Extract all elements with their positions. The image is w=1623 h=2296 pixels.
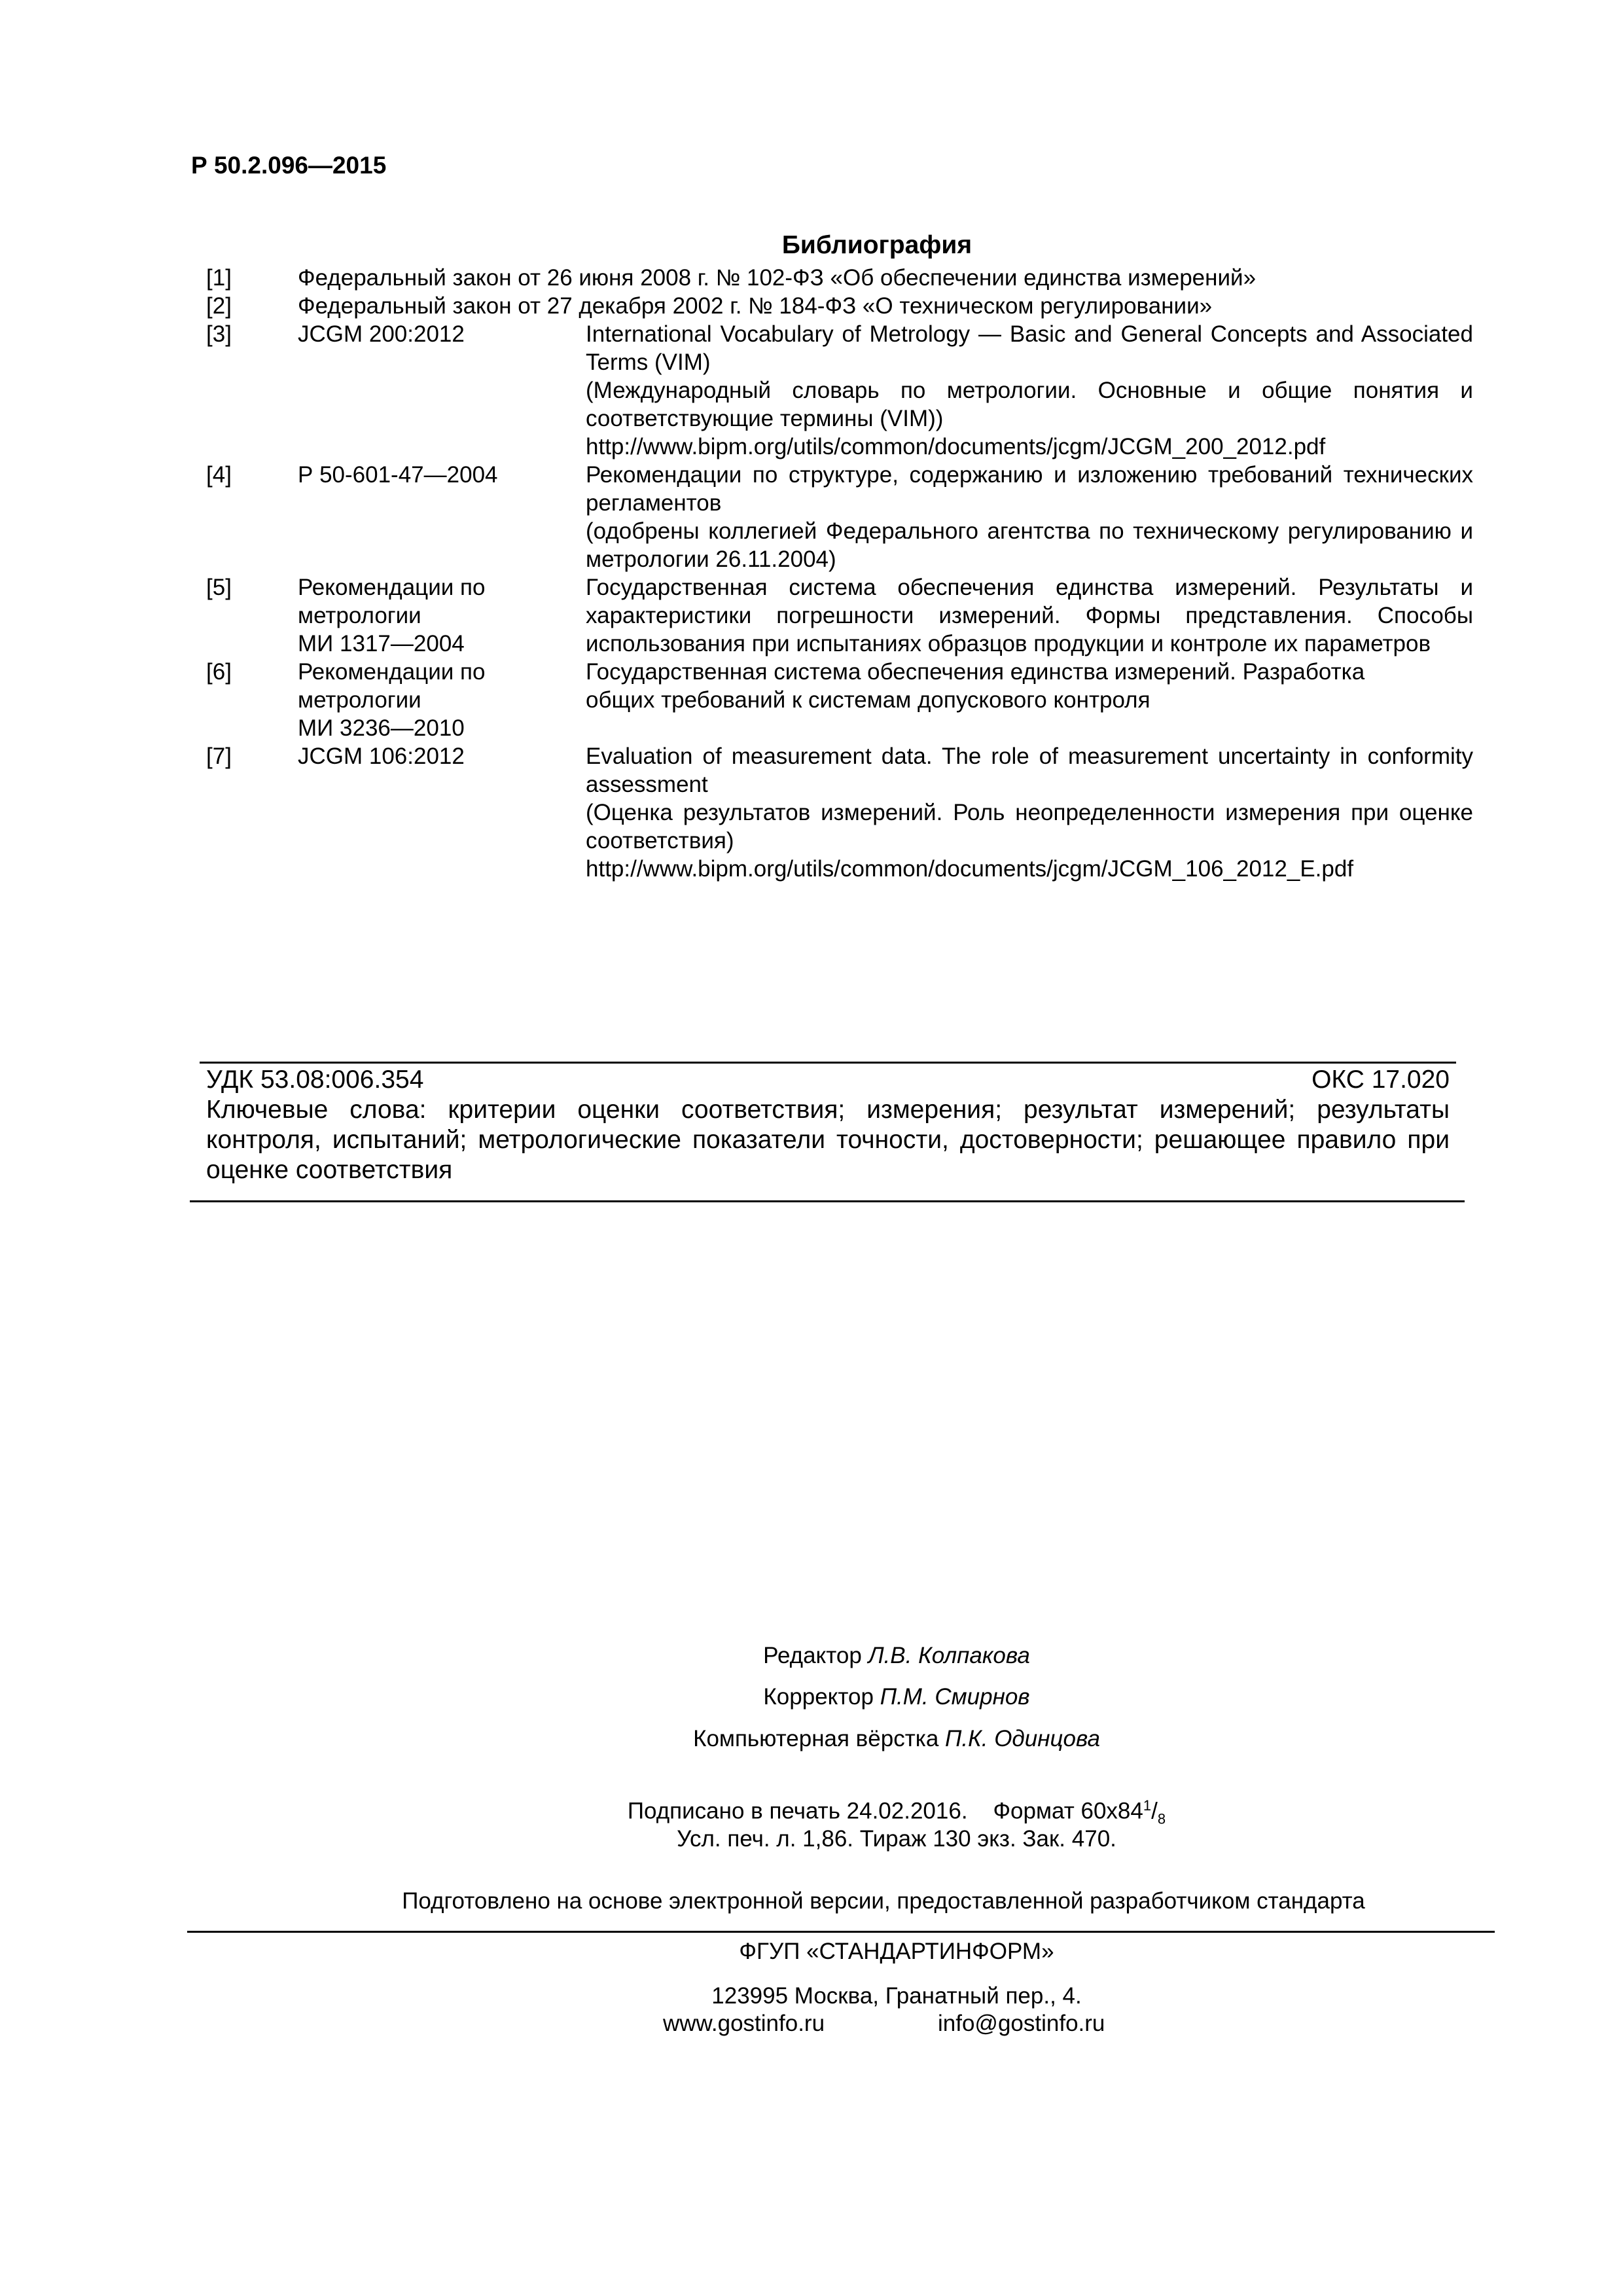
layout-name: П.К. Одинцова bbox=[945, 1726, 1100, 1751]
bibliography-entry bbox=[206, 742, 1473, 883]
entry-source-line: МИ 1317—2004 bbox=[298, 631, 465, 656]
udk-code: УДК 53.08:006.354 bbox=[206, 1066, 424, 1094]
bibliography-table bbox=[206, 264, 1473, 883]
bibliography-title: Библиография bbox=[781, 231, 972, 259]
entry-text: Федеральный закон от 27 декабря 2002 г. № 184-ФЗ «О техническом регулировании» bbox=[298, 293, 1213, 319]
entry-number: [7] bbox=[206, 744, 232, 769]
entry-source: JCGM 106:2012 bbox=[298, 744, 465, 769]
entry-source bbox=[298, 658, 586, 742]
editor-name: Л.В. Колпакова bbox=[868, 1643, 1030, 1668]
entry-description bbox=[586, 320, 1473, 461]
publisher: ФГУП «СТАНДАРТИНФОРМ» bbox=[739, 1939, 1054, 1964]
entry-description bbox=[586, 573, 1473, 658]
classification-codes bbox=[206, 1065, 1450, 1095]
entry-number: [6] bbox=[206, 659, 232, 685]
bibliography-entry bbox=[206, 658, 1473, 742]
entry-description bbox=[586, 658, 1473, 742]
bibliography-entry bbox=[206, 461, 1473, 573]
corrector-label: Корректор bbox=[763, 1684, 874, 1710]
entry-line: (Международный словарь по метрологии. Основные и общие понятия и соответствующие термины (VIM)) bbox=[586, 378, 1473, 431]
entry-source: JCGM 200:2012 bbox=[298, 321, 465, 347]
entry-line: (Оценка результатов измерений. Роль неопределенности измерения при оценке соответствия) bbox=[586, 800, 1473, 853]
entry-source-line: Рекомендации по bbox=[298, 575, 486, 600]
entry-source: Р 50-601-47—2004 bbox=[298, 462, 498, 488]
bibliography-entry bbox=[206, 264, 1473, 292]
entry-line: (одобрены коллегией Федерального агентства по техническому регулированию и метрологии 26.11.2004) bbox=[586, 518, 1473, 572]
bibliography-entry bbox=[206, 292, 1473, 320]
entry-number: [1] bbox=[206, 265, 232, 291]
entry-number: [5] bbox=[206, 575, 232, 600]
publisher-email[interactable]: info@gostinfo.ru bbox=[938, 2011, 1105, 2036]
format-numerator: 1 bbox=[1143, 1797, 1152, 1814]
publisher-contacts bbox=[663, 2011, 1121, 2037]
oks-code: ОКС 17.020 bbox=[1311, 1066, 1450, 1094]
corrector-name: П.М. Смирнов bbox=[880, 1684, 1030, 1710]
format-label: Формат 60х84 bbox=[993, 1798, 1143, 1824]
entry-url[interactable]: http://www.bipm.org/utils/common/documents/jcgm/JCGM_106_2012_E.pdf bbox=[586, 856, 1354, 882]
print-info: Усл. печ. л. 1,86. Тираж 130 экз. Зак. 470. bbox=[677, 1826, 1116, 1852]
classification-block bbox=[206, 1065, 1450, 1185]
editor-label: Редактор bbox=[763, 1643, 862, 1668]
entry-line: Evaluation of measurement data. The role of measurement uncertainty in conformity assessment bbox=[586, 744, 1473, 797]
document-code: Р 50.2.096—2015 bbox=[191, 152, 387, 179]
corrector-credit bbox=[0, 1684, 1623, 1710]
publisher-website[interactable]: www.gostinfo.ru bbox=[663, 2011, 825, 2036]
entry-url[interactable]: http://www.bipm.org/utils/common/documents/jcgm/JCGM_200_2012.pdf bbox=[586, 434, 1326, 459]
entry-source-line: МИ 3236—2010 bbox=[298, 715, 465, 741]
publisher-address: 123995 Москва, Гранатный пер., 4. bbox=[711, 1983, 1082, 2009]
signed-date: Подписано в печать 24.02.2016. bbox=[627, 1798, 968, 1824]
divider-top bbox=[200, 1062, 1456, 1064]
layout-label: Компьютерная вёрстка bbox=[693, 1726, 939, 1751]
entry-source-line: метрологии bbox=[298, 603, 421, 628]
entry-number: [4] bbox=[206, 462, 232, 488]
signed-line: Подписано в печать 24.02.2016. Формат $60х84^1/_8$ bbox=[627, 1797, 1166, 1827]
entry-source-line: Рекомендации по bbox=[298, 659, 486, 685]
entry-description bbox=[586, 461, 1473, 573]
entry-line: Государственная система обеспечения единства измерений. Результаты и характеристики погрешности измерений. Формы представления. Способы использования при испытаниях образцов продукции и контроле их параметров bbox=[586, 575, 1473, 656]
bibliography-entry bbox=[206, 320, 1473, 461]
entry-line: International Vocabulary of Metrology — Basic and General Concepts and Associated Terms (VIM) bbox=[586, 321, 1473, 375]
divider-footer bbox=[187, 1931, 1495, 1933]
entry-text: Федеральный закон от 26 июня 2008 г. № 102-ФЗ «Об обеспечении единства измерений» bbox=[298, 265, 1257, 291]
prepared-note: Подготовлено на основе электронной версии, предоставленной разработчиком стандарта bbox=[402, 1888, 1365, 1914]
entry-description bbox=[586, 742, 1473, 883]
entry-number: [3] bbox=[206, 321, 232, 347]
bibliography-entry bbox=[206, 573, 1473, 658]
divider-bottom bbox=[190, 1200, 1465, 1202]
entry-source bbox=[298, 573, 586, 658]
layout-credit bbox=[0, 1726, 1623, 1752]
format-denominator: 8 bbox=[1157, 1810, 1166, 1827]
keywords: Ключевые слова: критерии оценки соответствия; измерения; результат измерений; результаты контроля, испытаний; метрологические показатели точности, достоверности; решающее правило при оценке соответствия bbox=[206, 1096, 1450, 1184]
entry-source-line: метрологии bbox=[298, 687, 421, 713]
entry-line: Государственная система обеспечения единства измерений. Разработка общих требований к системам допускового контроля bbox=[586, 659, 1365, 713]
editor-credit bbox=[0, 1643, 1623, 1669]
entry-line: Рекомендации по структуре, содержанию и изложению требований технических регламентов bbox=[586, 462, 1473, 516]
entry-number: [2] bbox=[206, 293, 232, 319]
